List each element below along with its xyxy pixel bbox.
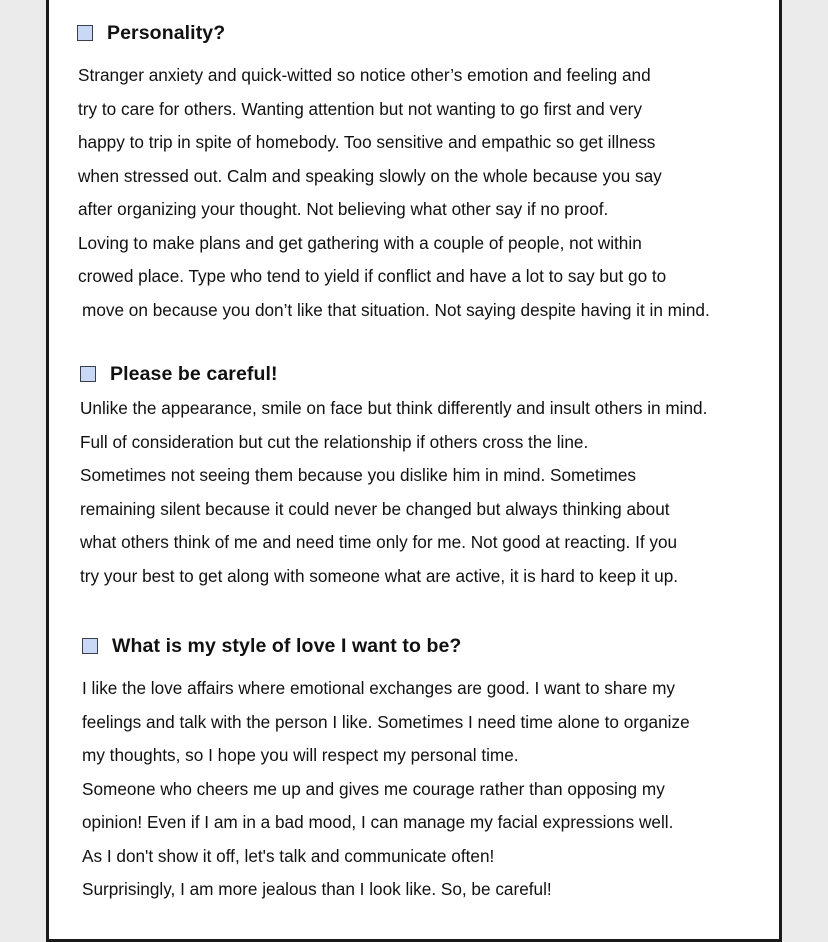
document-page [46,0,782,942]
text-line: Loving to make plans and get gathering with a couple of people, not within [78,232,642,253]
section-heading [82,631,782,661]
text-line: Stranger anxiety and quick-witted so notice other’s emotion and feeling and [78,65,651,85]
text-line: move on because you don’t like that situation. Not saying despite having it in mind. [82,299,710,320]
checkbox-icon[interactable] [77,25,93,41]
text-line: Unlike the appearance, smile on face but think differently and insult others in mind. [80,398,708,418]
section-please-be-careful [80,359,780,593]
section-body [80,392,780,593]
section-style-of-love [82,631,782,907]
section-title: Personality? [107,21,226,44]
section-personality [77,18,777,327]
section-body [77,59,777,327]
section-title: Please be careful! [110,362,278,385]
text-line: Full of consideration but cut the relationship if others cross the line. [80,431,589,452]
text-line: Surprisingly, I am more jealous than I look like. So, be careful! [82,879,552,899]
text-line: crowed place. Type who tend to yield if conflict and have a lot to say but go to [78,266,667,286]
text-line: I like the love affairs where emotional exchanges are good. I want to share my [82,678,675,698]
text-line: happy to trip in spite of homebody. Too sensitive and empathic so get illness [78,132,656,152]
text-line: Sometimes not seeing them because you dislike him in mind. Sometimes [80,465,636,485]
text-line: remaining silent because it could never be changed but always thinking about [80,498,670,519]
section-heading [80,359,780,389]
text-line: opinion! Even if I am in a bad mood, I can manage my facial expressions well. [82,812,674,832]
text-line: try to care for others. Wanting attention but not wanting to go first and very [78,98,642,119]
text-line: what others think of me and need time only for me. Not good at reacting. If you [80,532,678,552]
checkbox-icon[interactable] [80,366,96,382]
text-line: Someone who cheers me up and gives me courage rather than opposing my [82,778,665,799]
section-body [82,672,782,907]
text-line: after organizing your thought. Not believing what other say if no proof. [78,199,609,219]
checkbox-icon[interactable] [82,638,98,654]
text-line: when stressed out. Calm and speaking slowly on the whole because you say [78,165,662,186]
text-line: feelings and talk with the person I like. Sometimes I need time alone to organize [82,711,690,732]
text-line: try your best to get along with someone what are active, it is hard to keep it up. [80,565,679,586]
text-line: my thoughts, so I hope you will respect my personal time. [82,745,519,765]
section-title: What is my style of love I want to be? [112,634,462,657]
text-line: As I don't show it off, let's talk and communicate often! [82,845,495,866]
section-heading [77,18,777,48]
